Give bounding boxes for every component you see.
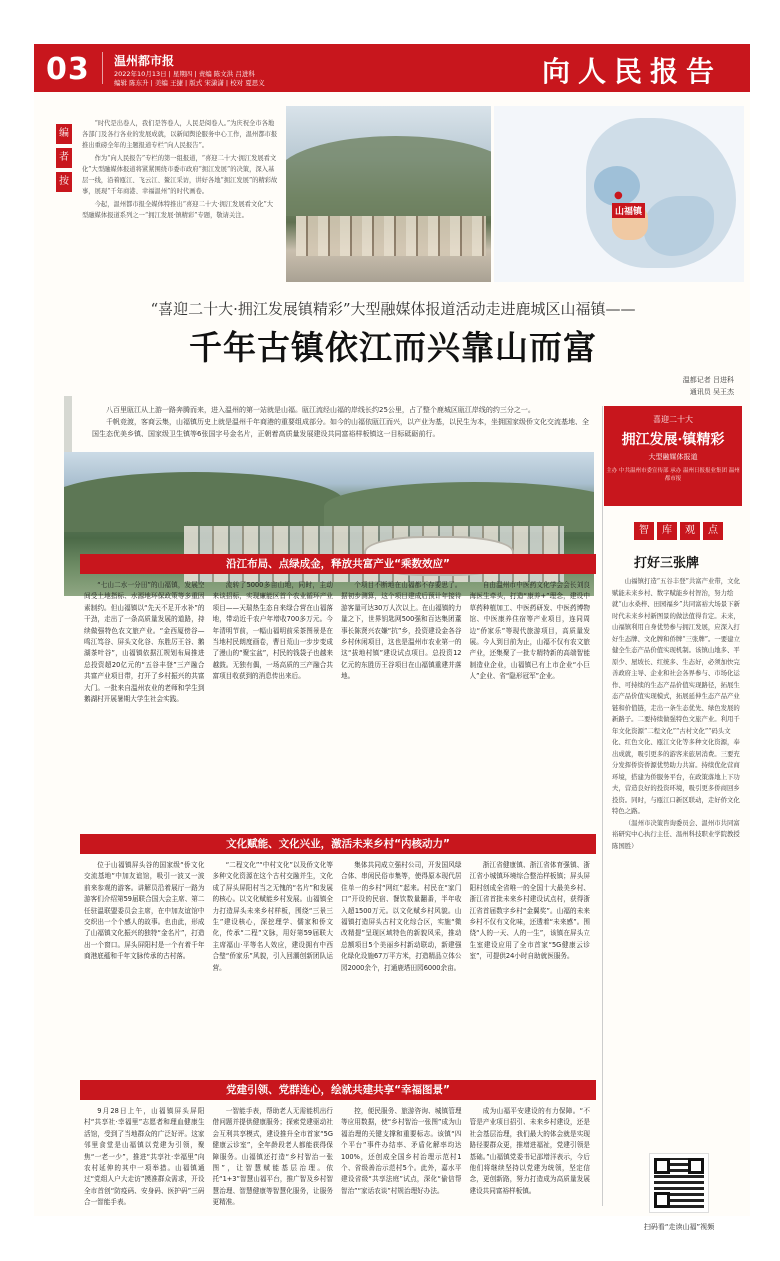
text-column: [470, 1106, 591, 1210]
column-text: 集体共同成立强村公司，开发国风绿合体、串闲民俗市集等，使得原本现代居住单一的乡村“网红”起来。村民在“家门口”开设的民宿、餐饮数量翻番，半年收入超1500万元。以文化赋乡村风貌。山福镇打造屏头古村文化综合区，实施“微改精提”呈现区域特色的新貌风采，推动总额项目5个美丽乡村新动联动，新建强化绿化设施67万平方米，打造精品立体公园2000余个，打通鹿塔田园6000余亩。: [341, 861, 462, 972]
byline-reporter: 温都记者 吕进科: [682, 376, 734, 384]
column-text: “七山二水一分田”的山福镇，发展空间受土地指标、水源地环保政策等多重因素制约。但山福镇以“先天不足开水补”的干劲，走出了一条高质量发展的道路，持续做强特色农文旅产业。“金西厦傍谷—鸣江笃谷、屏头文化谷、东胜厉王谷、鹅湖茶叶谷”，山福镇依据江规划布局推进总投资超20亿元的“五谷丰登”三产融合共富产业项目带，打开了乡村振兴的共富大门。一批来自温州农业的老师和学生到鹅湖村开展暑期大学生社会实践。: [84, 581, 205, 704]
qr-code[interactable]: [650, 1154, 708, 1212]
campaign-top: 喜迎二十大: [653, 415, 693, 424]
side-paragraph: 山福镇打造“五谷丰登”共富产业带，文化赋能未来乡村、数字赋能乡村智治，努力绘就“山水桑梓、田园福乡”共同富裕大场景下新时代未来乡村新图景的做法值得肯定。未来，山福镇利用自身优势参与拥江发展，应深入打好生态牌、文化牌和侨牌“三张牌”。一要建立健全生态产品价值实现机制。该镇山地多、平原少、屋坡长、红统多、生态好，必须加快完善政府主导、企业和社会各界参与、市场化运作、可持续的生态产品价值实现路径，拓展生态产品价值实现模式，拓展延伸生态产品产业链和价值链，走出一条生态优先、绿色发展的新路子。二要持续做强特色文旅产业。利用千年文化资源“二程文化”“古村文化”“码头文化、红色文化、瓯江文化等多种文化资源，奉出成就，吸引更多的游客来旅居消费。三要充分发挥侨资侨源优势助力共富。持续优化营商环境，搭建为侨服务平台，在政策落地上下功夫，营造良好的投资环境，吸引更多侨商回乡投资。同时，与瓯江口新区联动，走好侨文化特色之路。: [612, 577, 740, 815]
think-tank-char: 智: [634, 522, 654, 540]
header-meta-line1: 2022年10月13日 | 星期四 | 责编 陈文洪 吕进科: [114, 70, 255, 78]
editor-note-tag-char: 编: [56, 124, 72, 144]
houses-shape: [296, 216, 486, 256]
qr-caption: 扫码看“走读山福”视频: [643, 1223, 715, 1231]
text-column: [213, 580, 334, 828]
editor-note-tag-char: 者: [56, 148, 72, 168]
column-text: 位于山福镇屏头谷的国家级“侨文化交流基地”中加友谊馆，吸引一波又一波前来参观的游客。讲解员沿着展厅一路为游客们介绍第59届联合国大会主席、第二任驻温联盟委员会主席，在中加友谊馆中交织出一个个感人的故事。也由此，形成了山福镇文化振兴的独特“金名片”，打造出一个窗口。屏头屏阳村是一个有着千年商港底蕴和千年文脉传承的古村落。: [84, 861, 205, 961]
column-rule: [602, 406, 603, 1206]
lead-text: [92, 404, 592, 440]
text-column: [213, 860, 334, 1072]
mountain-shape: [324, 482, 594, 532]
text-column: [470, 580, 591, 828]
column-text: 成为山福平安建设的有力保障。“不管是产业项目招引、未来乡村建设，还是社会基层治理，我们最大的体会就是实现路径要群众更，推增进福祉，党建引领是基础。”山福镇党委书记邵增洋表示，今后他们将继续坚持以党建为统领，坚定信念，更创新路，努力打造成为高质量发展建设共同富裕样板镇。: [469, 1107, 590, 1195]
column-text: 个项目不断地在山福都不存要思了。据初步测算，这个项目建成后预计年接待游客量可达30万人次以上。在山福镇的力量之下，世界钥匙网500强和百达集团董事长陈贤兴农嫌“抗”乡，投资建设金各谷乡村休闲项目，这也是温州市农业第一的这“拔地村镇”建设试点项目。总投资12亿元的东胜历王谷项目在山福镇重建并落地。: [341, 581, 462, 681]
text-column: [84, 1106, 205, 1210]
side-title: 打好三张牌: [634, 556, 700, 571]
campaign-logo: [604, 406, 742, 506]
column-text: “二程文化”“中村文化”以及侨文化等多种文化资源在这个古村交融并生，文化成了屏头屏阳村当之无愧的“名片”和发展的核心。以文化赋能乡村发展。山福镇全力打造屏头未来乡村样板，围绕“三景三生”建设核心，深挖理学、儒家和侨文化，传承“二程”文脉，用好第59届联大主席福山·平等名人效应，建设拥有中西合璧“侨家乐”风貌，引入回潮创新团队运营。: [212, 861, 333, 972]
text-column: [84, 860, 205, 1072]
section-body-party: [84, 1106, 590, 1210]
text-column: [341, 860, 462, 1072]
paper-name: 温州都市报: [114, 54, 175, 68]
campaign-org: 主办 中共温州市委宣传部 承办 温州日报报业集团 温州都市报: [606, 468, 740, 482]
think-tank-char: 库: [657, 522, 677, 540]
section-body-culture: [84, 860, 590, 1072]
byline-correspondent: 通讯员 吴王杰: [689, 388, 734, 396]
page-header: [34, 44, 750, 92]
headline-title: 千年古镇依江而兴靠山而富: [189, 328, 597, 367]
think-tank-char: 观: [680, 522, 700, 540]
section-heading-culture: 文化赋能、文化兴业，激活未来乡村“内核动力”: [80, 834, 596, 854]
map-pin-icon: ●: [614, 190, 623, 201]
think-tank-label: [634, 522, 723, 540]
side-paragraph: （温州市决策咨询委员会、温州市共同富裕研究中心执行主任、温州科技职业学院教授 陈国胜）: [612, 818, 740, 850]
location-map: [494, 106, 744, 282]
editor-note-paragraph: 今起，温州都市报全媒体特推出“喜迎二十大·拥江发展看文化”大型融媒体报道系列之一“拥江发展·镇精彩”专题，敬请关注。: [82, 201, 274, 219]
map-label: 山福镇: [612, 203, 645, 218]
byline: [594, 374, 734, 398]
text-column: [341, 580, 462, 828]
text-column: [341, 1106, 462, 1210]
lead-paragraph: 八百里瓯江从上游一路奔腾而来，进入温州的第一站就是山福。瓯江流经山福的岸线长约25公里，占了整个鹿城区瓯江岸线的约三分之一。: [106, 406, 535, 414]
editor-note-tag: [56, 124, 72, 196]
mountain-shape: [64, 472, 344, 532]
column-text: 流转了5000多亩山地，同时，主动来谈招标，实现廉能区首个农业循环产业项目——天瑞热生态自来绿合营在山福落地，带动近千农户年增收700多万元。今年清明节前，一幅山福明前采茶图景是在当地村民朗度画卷，曹日荒山一步步变成了漫山的“聚宝盆”，村民的钱袋子也越来越鼓。无独有偶，一场高质的三产融合共富项目收获到的消息传出来后。: [212, 581, 333, 681]
section-heading-industry: 沿江布局、点绿成金，释放共富产业“乘数效应”: [80, 554, 596, 574]
page-number: 03: [46, 52, 90, 87]
qr-finder: [654, 1158, 670, 1174]
header-divider: [102, 52, 103, 84]
side-article: [612, 576, 742, 852]
newspaper-page: [34, 44, 750, 1231]
section-heading-party: 党建引领、党群连心，绘就共建共享“幸福图景”: [80, 1080, 596, 1100]
campaign-title: 拥江发展·镇精彩: [621, 432, 725, 448]
column-text: 浙江省健康镇、浙江省体育强镇、浙江省小城镇环境综合整治样板镇；屏头屏阳村创成全省唯一的全国十大最美乡村、浙江省首批未来乡村建设试点村，获得浙江省首届数字乡村“金翼奖”。山福的未来乡村不仅有文化味，还透着“未来感”。围绕“人的一天、人的一生”，该镇在屏头立生室建设应用了全市首家“5G健康云诊室”，可提供24小时自助就医服务。: [469, 861, 590, 961]
aerial-photo: [64, 452, 594, 596]
campaign-sub: 大型融媒体报道: [648, 453, 698, 461]
text-column: [470, 860, 591, 1072]
headline-kicker: “喜迎二十大·拥江发展镇精彩”大型融媒体报道活动走进鹿城区山福镇——: [150, 300, 636, 318]
column-text: 9月28日上午，山福镇屏头屏阳村“共享社·幸福里”志愿者和理血健康生活馆，受到了当地群众的广泛好评。这家邻里食堂是山福镇以党建为引领，聚焦“一老一少”，推进“共享社·幸福里”向农村延伸的其中一项举措。山福镇通过“党组人户大走访”摸准群众需求，开设全市首创“防疫码、安身码、医护码”三码合一智能手表。: [84, 1107, 205, 1207]
column-text: 控，便民服务、旅游咨询、城镇管理等应用数据，使“乡村智治一张图”成为山福治理的关键支撑和重要标志。该镇“四个平台”事件办结率、矛盾化解率均达100%，还创成全国乡村治理示范村1个、省级善治示范村5个。此外，嘉水平建设省级“共享法庭”试点，深化“偷信帮智治”“家话农谈”村规治理好办法。: [341, 1107, 462, 1195]
editor-note-tag-char: 按: [56, 172, 72, 192]
editor-note-paragraph: 作为“向人民报告”专栏的第一组报道，“喜迎二十大·拥江发展看文化”大型融媒体报道将紧紧围绕市委市政府“拥江发展”的决策，深入基层一线，沿着瓯江、飞云江、鳌江采访，讲好各地“拥江发展”的精彩故事，展现“千年商港、幸福温州”的时代画卷。: [82, 155, 278, 195]
column-banner: 向人民报告: [541, 55, 722, 88]
editor-note-paragraph: “时代是出卷人，我们是答卷人，人民是阅卷人。”为庆祝全市各地各部门及各行各业的发展成就，以新闻舆论服务中心工作，温州都市报推出重磅全年的主题报道专栏“向人民报告”。: [82, 120, 278, 149]
header-meta-line2: 编辑 陈东升 | 美编 王捷 | 版式 宋潇潇 | 校对 夏思义: [114, 79, 265, 87]
qr-finder: [654, 1192, 670, 1208]
column-text: 一智能手表，帮助老人无需能机出行借问题并提供健康服务；探索党建驱动社会互利共享模式，建设推升全市首家“5G健康云诊室”，全年龄段老人都能获得保障服务。山福镇还打造“乡村智治一张图”，让智慧赋能基层治理。依托“1+3”智慧山福平台，推广智及乡村智慧治理、智慧健康等智慧化服务，让服务更精准。: [212, 1107, 333, 1207]
text-column: [84, 580, 205, 828]
qr-finder: [688, 1158, 704, 1174]
text-column: [213, 1106, 334, 1210]
lead-paragraph: 千帆竞渡，客商云集，山福镇历史上就是温州千年商港的重要组成部分。如今的山福依瓯江而兴，以产业为基，以民生为本，坐拥国家级侨文化交流基地、全国生态优美乡镇、国家级卫生镇等6张国字号金名片，正朝着高质量发展建设共同富裕样板镇这一目标砥砺前行。: [92, 418, 589, 438]
column-text: 自由温州市中医药文化学会会长刘良海医生牵头，打造“康养+”理念，建设中草药种植加工、中医药研发、中医药博物馆、中医康养住宿等产业项目，连同周边“侨家乐”等现代旅游项目，高质量发展。今人到目前为止，山福不仅有农文旅产业，还集聚了一批专精特新的高端智能制造业企业，山福镇已有上市企业“小巨人”企业、省“隐形冠军”企业。: [469, 581, 590, 681]
section-body-industry: [84, 580, 590, 828]
mountain-shape: [286, 136, 491, 216]
town-photo-top: [286, 106, 491, 282]
editor-note: [82, 118, 278, 223]
think-tank-char: 点: [703, 522, 723, 540]
